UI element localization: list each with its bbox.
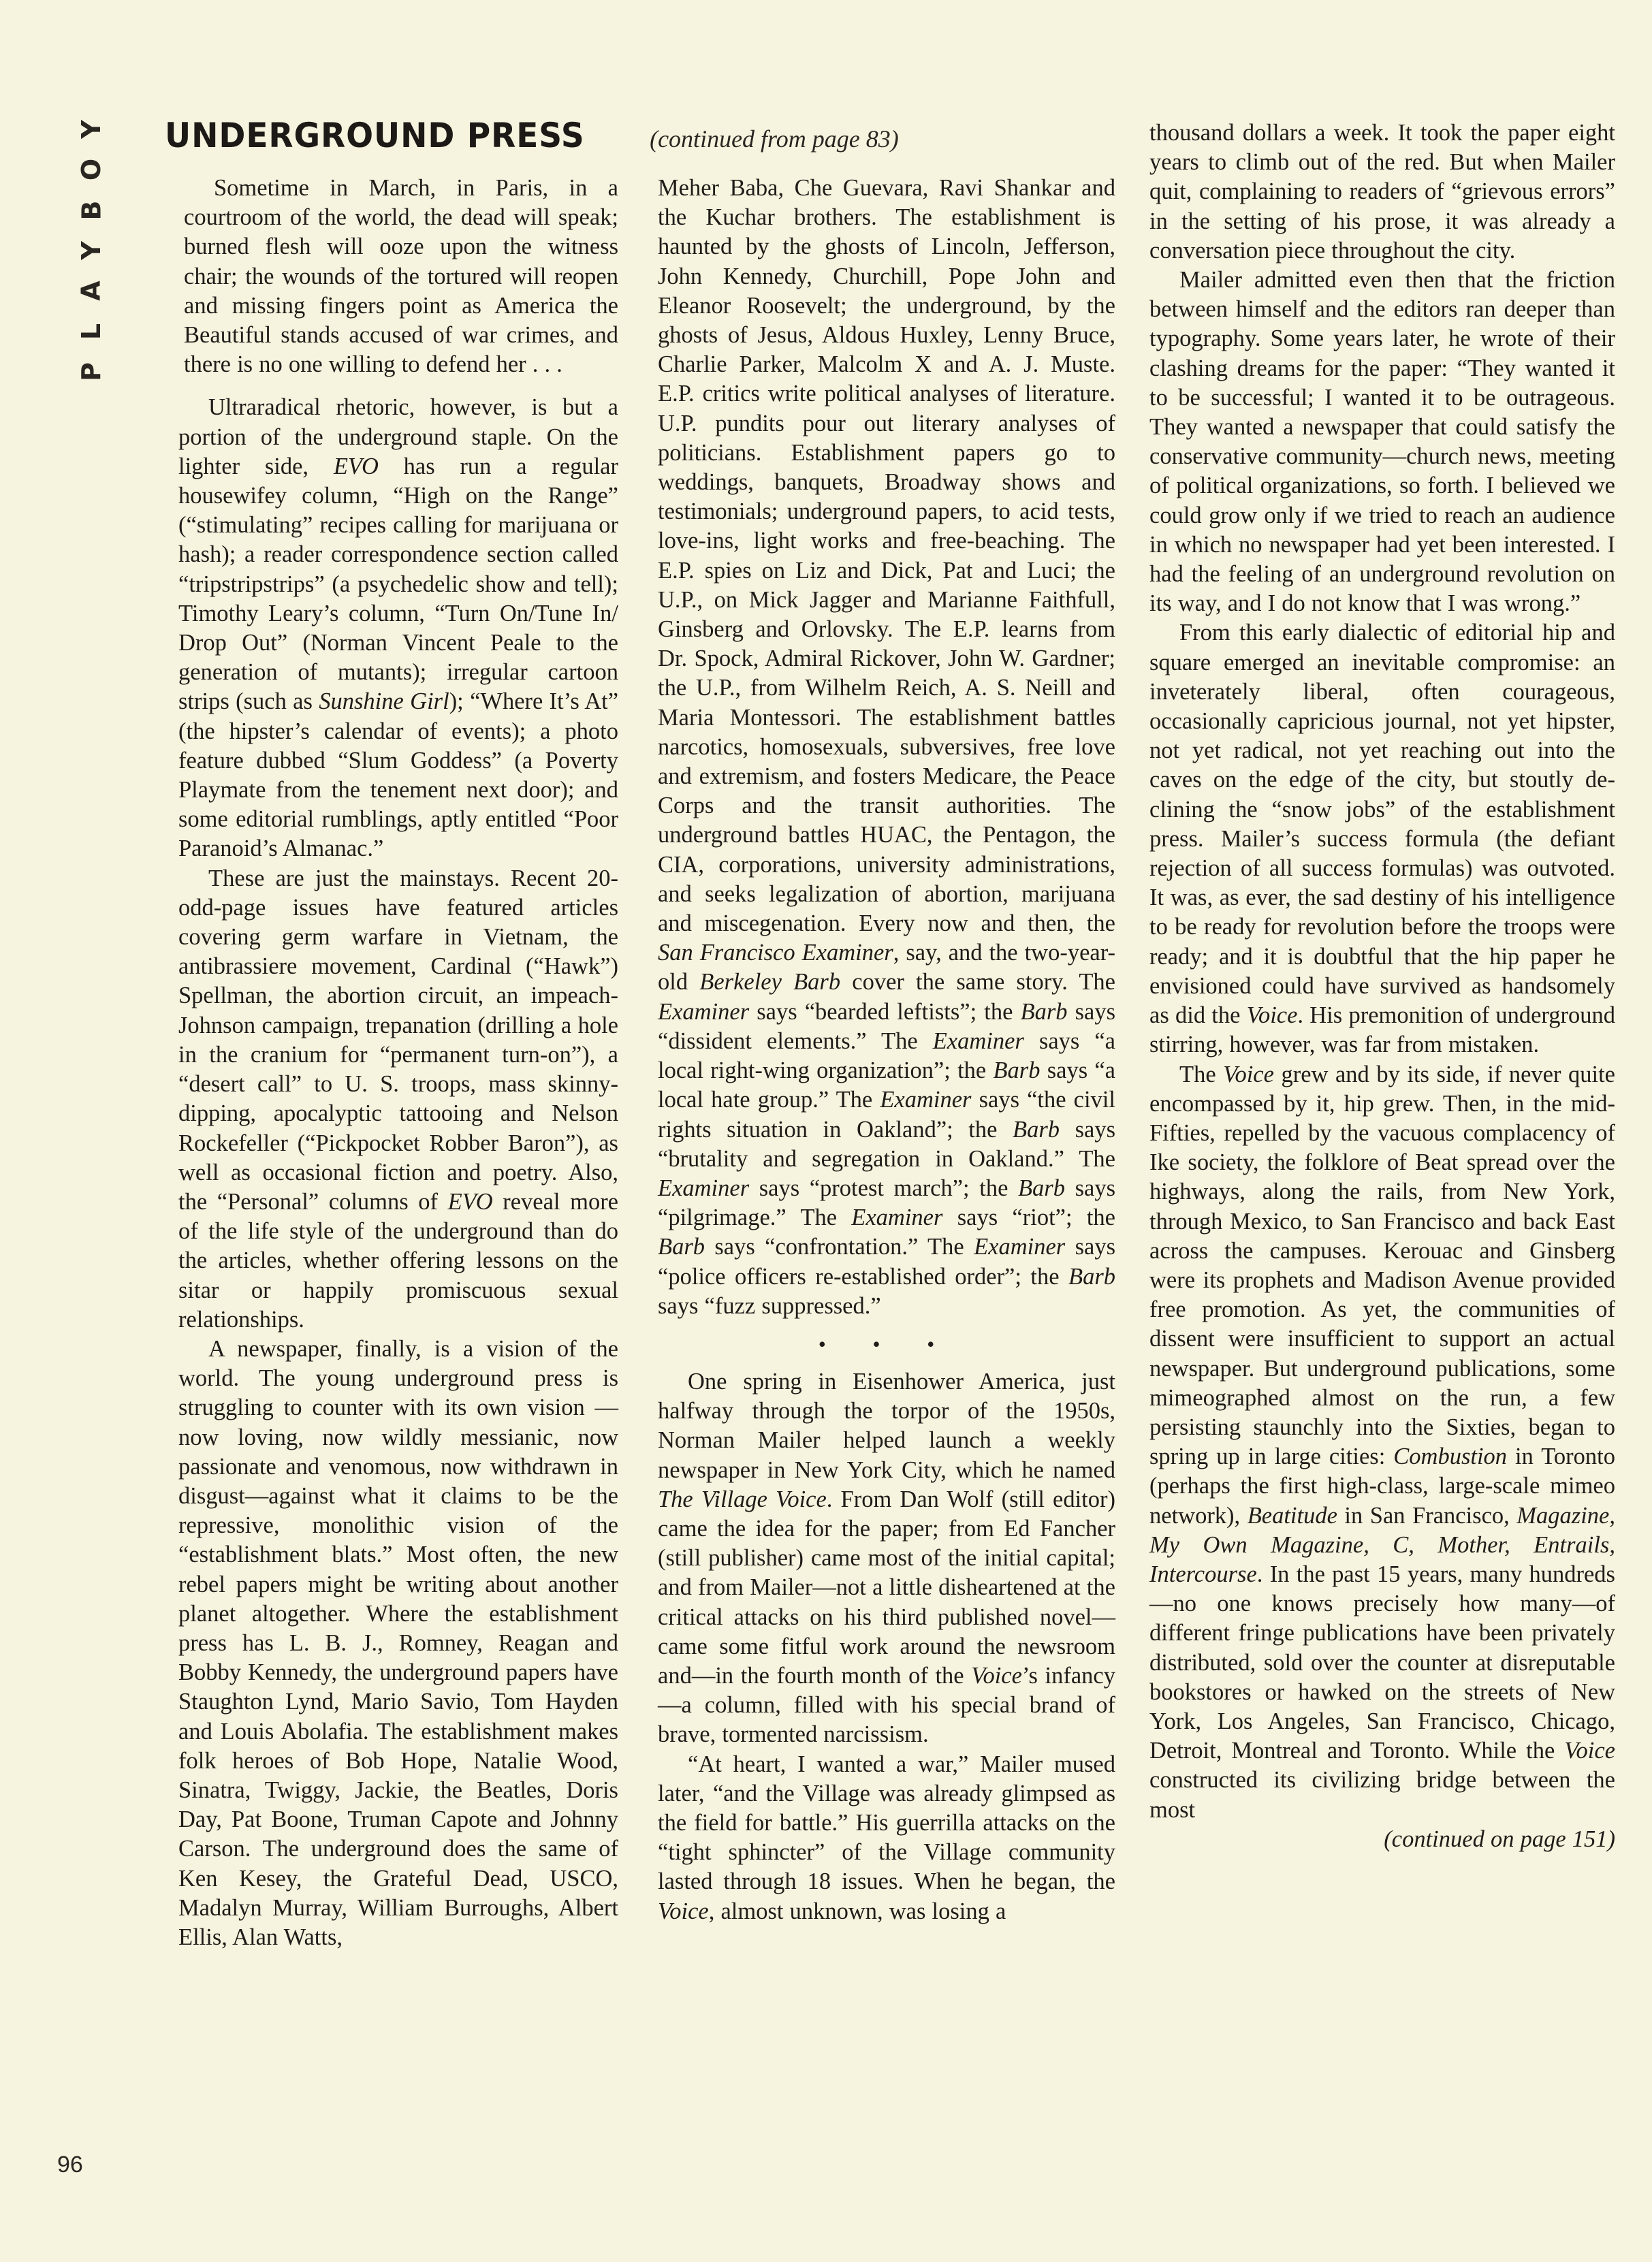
- body-paragraph: These are just the mainstays. Recent 20-odd-page issues have featured articles covering germ warfare in Vietnam, the antibrassiere movement, Cardinal (“Hawk”) Spellman, the abortion circuit, an impeach-Johnson campaign, trepanation (drilling a hole in the cranium for “permanent turn-on”), a “desert call” to U. S. troops, mass skinny-dipping, apocalyptic tattooing and Nelson Rockefeller (“Pickpocket Robber Baron”), as well as occasional fiction and poetry. Also, the “Personal” columns of EVO reveal more of the life style of the underground than do the articles, whether offering lessons on the sitar or happily promiscuous sexual relationships.: [178, 865, 618, 1333]
- text-column-3: [1149, 118, 1615, 1854]
- body-paragraph: “At heart, I wanted a war,” Mailer mused later, “and the Village was already glimpsed as the field for battle.” His guerrilla attacks on the “tight sphincter” of the Village community lasted through 18 issues. When he began, the Voice, almost unknown, was losing a: [658, 1751, 1115, 1924]
- opening-quote-paragraph: Sometime in March, in Paris, in a courtroom of the world, the dead will speak; burned flesh will ooze upon the witness chair; the wounds of the tortured will reopen and missing fingers point as America the Beautiful stands accused of war crimes, and there is no one willing to defend her . . .: [184, 175, 618, 378]
- brand-letter: B: [76, 200, 106, 221]
- headline-title: UNDERGROUND PRESS: [165, 116, 585, 155]
- body-paragraph: The Voice grew and by its side, if never quite encompassed by it, hip grew. Then, in the mid-Fifties, repelled by the vacuous complacency of Ike society, the folklore of Beat spread over the highways, along the rails, from New York, through Mexico, to San Francisco and back East across the campuses. Kerouac and Ginsberg were its prophets and Madison Avenue provided free promotion. As yet, the communities of dissent were insufficient to support an actual newspaper. But underground publications, some mimeographed almost on the run, a few persisting staunchly into the Sixties, began to spring up in large cities: Combustion in Toronto (perhaps the first high-class, large-scale mimeo network), Beatitude in San Francisco, Magazine, My Own Magazine, C, Mother, Entrails, Intercourse. In the past 15 years, many hundreds—no one knows precisely how many—of different fringe publications have been privately distributed, sold over the counter at disreputable bookstores or hawked on the streets of New York, Los Angeles, San Francisco, Chicago, Detroit, Montreal and Toronto. While the Voice constructed its civilizing bridge between the most: [1149, 1061, 1616, 1823]
- article-headline: [165, 116, 899, 163]
- body-paragraph: Mailer admitted even then that the friction between himself and the editors ran deeper than typography. Some years later, he wrote of their clashing dreams for the paper: “They wanted it to be successful; I wanted it to be outrageous. They wanted a newspaper that could satisfy the conservative community—church news, meeting of political organizations, so forth. I believed we could grow only if we tried to reach an audience in which no newspaper had yet been interested. I had the feeling of an underground revolution on its way, and I do not know that I was wrong.”: [1149, 267, 1615, 617]
- magazine-name-vertical: [76, 114, 106, 387]
- body-paragraph: Meher Baba, Che Guevara, Ravi Shankar and the Kuchar brothers. The establishment is haunted by the ghosts of Lincoln, Jefferson, John Kennedy, Churchill, Pope John and Eleanor Roosevelt; the underground, by the ghosts of Jesus, Aldous Huxley, Lenny Bruce, Charlie Parker, Malcolm X and A. J. Muste. E.P. critics write political analyses of literature. U.P. pundits pour out literary analyses of politicians. Establishment papers go to weddings, banquets, Broadway shows and testimonials; underground papers, to acid tests, love-ins, light works and free-beaching. The E.P. spies on Liz and Dick, Pat and Luci; the U.P., on Mick Jagger and Marianne Faithfull, Ginsberg and Orlovsky. The E.P. learns from Dr. Spock, Admiral Rickover, John W. Gardner; the U.P., from Wilhelm Reich, A. S. Neill and Maria Montessori. The establishment battles narcotics, homosexuals, subversives, free love and extremism, and fosters Medicare, the Peace Corps and the transit authorities. The underground battles HUAC, the Pentagon, the CIA, corporations, university administrations, and seeks legalization of abortion, marijuana and miscegenation. Every now and then, the San Francisco Examiner, say, and the two-year-old Berkeley Barb cover the same story. The Examiner says “bearded leftists”; the Barb says “dissident elements.” The Examiner says “a local right-wing organization”; the Barb says “a local hate group.” The Examiner says “the civil rights situation in Oakland”; the Barb says “brutality and segregation in Oakland.” The Examiner says “protest march”; the Barb says “pilgrimage.” The Examiner says “riot”; the Barb says “confrontation.” The Examiner says “police officers re-established order”; the Barb says “fuzz suppressed.”: [658, 175, 1115, 1319]
- body-paragraph: From this early dialectic of editorial hip and square emerged an inevitable compromise: an inveterately liberal, often courageous, occasionally capricious journal, not yet hipster, not yet radical, not yet reaching out into the caves on the edge of the city, but stoutly declining the “snow jobs” of the establishment press. Mailer’s success formula (the defiant rejection of all success formulas) was outvoted. It was, as ever, the sad destiny of his intelligence to be ready for revolution before the troops were ready; and it is doubtful that the hip paper he envisioned could have survived as handsomely as did the Voice. His premonition of underground stirring, however, was far from mistaken.: [1149, 620, 1615, 1058]
- text-column-1: [178, 174, 618, 1952]
- page-number: 96: [57, 2152, 83, 2178]
- body-paragraph: A newspaper, finally, is a vision of the world. The young underground press is struggling to counter with its own vision —now loving, now wildly messianic, now passionate and venomous, now withdrawn in disgust—against what it claims to be the repressive, monolithic vision of the “establishment blats.” Most often, the new rebel papers might be writing about another planet altogether. Where the establishment press has L. B. J., Romney, Reagan and Bobby Kennedy, the underground papers have Staughton Lynd, Mario Savio, Tom Hayden and Louis Abolafia. The establishment makes folk heroes of Bob Hope, Natalie Wood, Sinatra, Twiggy, Jackie, the Beatles, Doris Day, Pat Boone, Truman Capote and Johnny Carson. The underground does the same of Ken Kesey, the Grateful Dead, USCO, Madalyn Murray, William Burroughs, Albert Ellis, Alan Watts,: [178, 1335, 618, 1950]
- continued-on-note: (continued on page 151): [1384, 1826, 1615, 1852]
- body-paragraph: thousand dollars a week. It took the paper eight years to climb out of the red. But when Mailer quit, complaining to readers of “grievous errors” in the setting of his prose, it was already a conversation piece throughout the city.: [1149, 120, 1615, 264]
- body-paragraph: Ultraradical rhetoric, however, is but a portion of the underground staple. On the lighter side, EVO has run a regular housewifey column, “High on the Range” (“stimulating” recipes calling for marijuana or hash); a reader correspondence section called “tripstripstrips” (a psychedelic show and tell); Timothy Leary’s column, “Turn On/Tune In/ Drop Out” (Norman Vincent Peale to the generation of mutants); irregular cartoon strips (such as Sunshine Girl); “Where It’s At” (the hipster’s calendar of events); a photo feature dubbed “Slum Goddess” (a Poverty Playmate from the tenement next door); and some editorial rumblings, aptly entitled “Poor Paranoid’s Almanac.”: [178, 394, 619, 862]
- text-column-2: [658, 174, 1115, 1926]
- body-paragraph: One spring in Eisenhower America, just halfway through the torpor of the 1950s, Norman Mailer helped launch a weekly newspaper in New York City, which he named The Village Voice. From Dan Wolf (still editor) came the idea for the paper; from Ed Fancher (still publisher) came most of the initial capital; and from Mailer—not a little disheartened at the critical attacks on his third published novel—came some fitful work around the newsroom and—in the fourth month of the Voice’s infancy—a column, filled with his special brand of brave, tormented narcissism.: [658, 1368, 1115, 1748]
- continued-from-note: (continued from page 83): [650, 125, 899, 153]
- brand-letter: A: [76, 281, 106, 302]
- brand-letter: Y: [76, 241, 106, 260]
- section-break-dots: • • •: [818, 1331, 955, 1356]
- brand-letter: O: [76, 159, 106, 181]
- brand-letter: P: [76, 362, 106, 381]
- brand-letter: L: [76, 323, 106, 340]
- brand-letter: Y: [76, 120, 106, 139]
